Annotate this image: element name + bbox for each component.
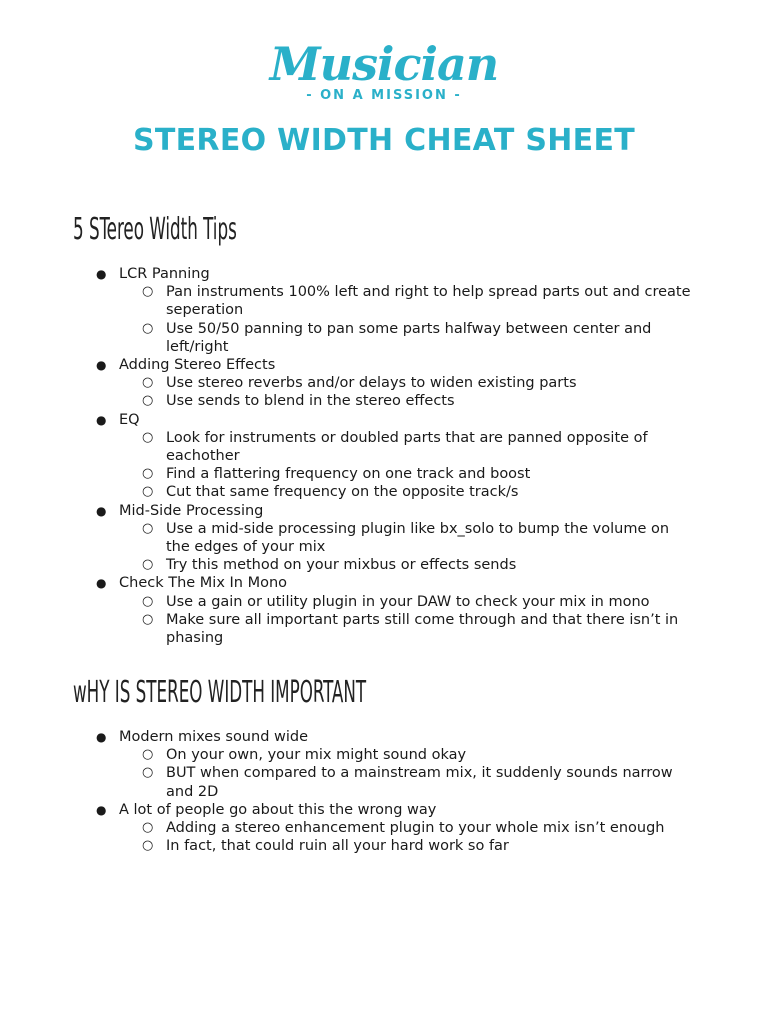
logo-tagline: - ON A MISSION - (306, 88, 462, 103)
tips-list (0, 265, 768, 647)
section-heading-tips: 5 STereo Width Tips (73, 212, 237, 247)
logo (0, 38, 768, 104)
sub-list-item (0, 611, 768, 647)
sub-item-text: BUT when compared to a mainstream mix, it suddenly sounds narrow and 2D (166, 765, 673, 800)
bullet-icon: ● (96, 503, 107, 518)
hollow-bullet-icon: ○ (142, 466, 154, 482)
list-item (0, 411, 768, 429)
list-item-text: Adding Stereo Effects (119, 357, 276, 374)
page-title: STEREO WIDTH CHEAT SHEET (132, 123, 636, 158)
list-item-text: EQ (119, 411, 140, 428)
list-item-text: Check The Mix In Mono (119, 575, 288, 592)
sub-list-item (0, 429, 768, 465)
hollow-bullet-icon: ○ (142, 520, 154, 536)
sub-item-text: On your own, your mix might sound okay (166, 747, 467, 764)
sub-list-item (0, 593, 768, 611)
sub-list-item (0, 320, 768, 356)
importance-list (0, 728, 768, 855)
hollow-bullet-icon: ○ (142, 593, 154, 609)
list-item (0, 356, 768, 374)
list-item (0, 801, 768, 819)
sub-item-text: Try this method on your mixbus or effects sends (166, 557, 517, 574)
list-item (0, 728, 768, 746)
sub-list-item (0, 392, 768, 410)
sub-item-text: Use 50/50 panning to pan some parts halfway between center and left/right (166, 320, 652, 355)
hollow-bullet-icon: ○ (142, 557, 154, 573)
bullet-icon: ● (96, 267, 107, 281)
hollow-bullet-icon: ○ (142, 320, 154, 336)
bullet-icon: ● (96, 358, 107, 373)
bullet-icon: ● (96, 802, 107, 817)
sub-item-text: Adding a stereo enhancement plugin to your whole mix isn’t enough (166, 820, 665, 837)
hollow-bullet-icon: ○ (142, 838, 154, 854)
sub-list-item (0, 483, 768, 501)
sub-item-text: Use a mid-side processing plugin like bx_solo to bump the volume on the edges of your mix (166, 520, 670, 556)
hollow-bullet-icon: ○ (142, 375, 154, 391)
sub-item-text: Find a flattering frequency on one track and boost (166, 466, 531, 483)
sub-item-text: In fact, that could ruin all your hard work so far (166, 838, 509, 855)
list-item-text: LCR Panning (119, 266, 210, 282)
section-heading-importance: wHY IS STEREO WIDTH IMPORTANT (73, 675, 367, 710)
hollow-bullet-icon: ○ (142, 611, 154, 627)
sub-item-text: Use a gain or utility plugin in your DAW to check your mix in mono (166, 593, 650, 610)
hollow-bullet-icon: ○ (142, 820, 154, 836)
sub-item-text: Pan instruments 100% left and right to help spread parts out and create seperation (166, 284, 691, 319)
sub-list-item (0, 465, 768, 483)
sub-list-item (0, 746, 768, 764)
sub-list-item (0, 819, 768, 837)
bullet-icon: ● (96, 412, 107, 427)
sub-item-text: Use stereo reverbs and/or delays to widen existing parts (166, 375, 577, 392)
sub-list-item (0, 837, 768, 855)
hollow-bullet-icon: ○ (142, 429, 154, 445)
list-item-text: Mid-Side Processing (119, 502, 264, 519)
bullet-icon: ● (96, 730, 107, 744)
sub-item-text: Make sure all important parts still come through and that there isn’t in phasing (166, 611, 679, 647)
list-item-text: A lot of people go about this the wrong way (119, 801, 437, 818)
hollow-bullet-icon: ○ (142, 747, 154, 763)
hollow-bullet-icon: ○ (142, 765, 154, 781)
sub-item-text: Use sends to blend in the stereo effects (166, 393, 455, 410)
list-item (0, 502, 768, 520)
list-item-text: Modern mixes sound wide (119, 729, 309, 745)
sub-list-item (0, 283, 768, 319)
sub-list-item (0, 556, 768, 574)
bullet-icon: ● (96, 576, 107, 591)
list-item (0, 265, 768, 283)
sub-list-item (0, 374, 768, 392)
sub-item-text: Look for instruments or doubled parts that are panned opposite of eachother (166, 429, 648, 465)
sub-list-item (0, 764, 768, 800)
list-item (0, 574, 768, 592)
hollow-bullet-icon: ○ (142, 284, 154, 300)
logo-wordmark: Musician (269, 37, 499, 91)
sub-list-item (0, 520, 768, 556)
sub-item-text: Cut that same frequency on the opposite track/s (166, 484, 519, 501)
hollow-bullet-icon: ○ (142, 484, 154, 500)
hollow-bullet-icon: ○ (142, 393, 154, 409)
